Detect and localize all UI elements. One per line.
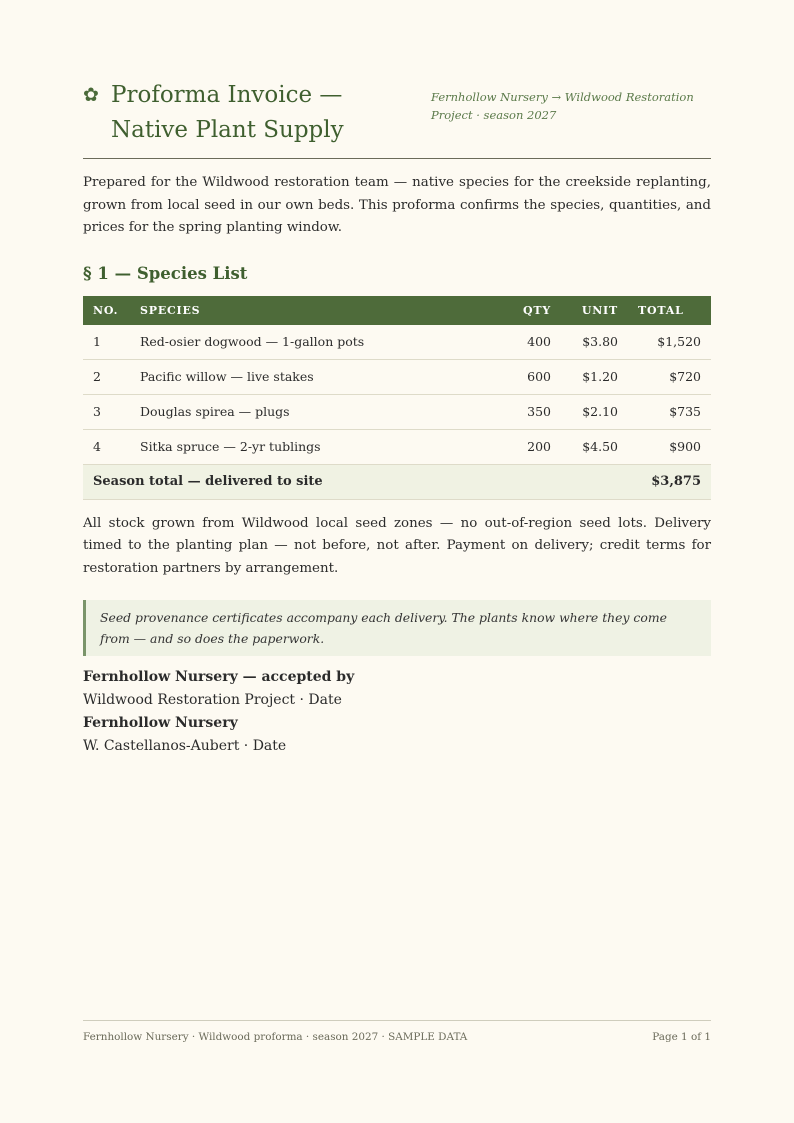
page-number: Page 1 of 1 — [652, 1031, 711, 1043]
row-unit: $1.20 — [561, 359, 628, 394]
row-total: $720 — [628, 359, 711, 394]
column-header-qty: QTY — [522, 303, 551, 317]
row-no: 3 — [83, 394, 130, 429]
intro-paragraph: Prepared for the Wildwood restoration team — native species for the creekside replanting, grown from local seed in our own beds. This proforma confirms the species, quantities, and prices for the spring planting window. — [83, 175, 711, 235]
season-total-value: $3,875 — [628, 464, 711, 499]
row-species: Red-osier dogwood — 1-gallon pots — [130, 325, 505, 360]
column-header-no: NO. — [93, 303, 119, 317]
row-no: 2 — [83, 359, 130, 394]
footer-left-text: Fernhollow Nursery · Wildwood proforma · season 2027 · SAMPLE DATA — [83, 1031, 468, 1043]
nursery-heading: Fernhollow Nursery — [83, 715, 238, 731]
row-total: $735 — [628, 394, 711, 429]
accepted-heading: Fernhollow Nursery — accepted by — [83, 669, 355, 685]
row-no: 1 — [83, 325, 130, 360]
title-block — [83, 78, 413, 148]
species-table — [83, 296, 711, 500]
column-header-species: SPECIES — [140, 303, 201, 317]
page-title: Proforma Invoice — Native Plant Supply — [111, 82, 344, 143]
table-row — [83, 429, 711, 464]
row-qty: 350 — [505, 394, 561, 429]
invoice-page — [83, 78, 711, 758]
row-qty: 600 — [505, 359, 561, 394]
row-unit: $4.50 — [561, 429, 628, 464]
row-species: Pacific willow — live stakes — [130, 359, 505, 394]
row-qty: 400 — [505, 325, 561, 360]
row-unit: $3.80 — [561, 325, 628, 360]
page-footer — [83, 1020, 711, 1043]
table-header-row — [83, 296, 711, 325]
provenance-note: Seed provenance certificates accompany each delivery. The plants know where they come from — and so does the paperwork. — [83, 600, 711, 656]
row-unit: $2.10 — [561, 394, 628, 429]
table-row — [83, 359, 711, 394]
row-qty: 200 — [505, 429, 561, 464]
table-row — [83, 325, 711, 360]
row-species: Sitka spruce — 2-yr tublings — [130, 429, 505, 464]
row-no: 4 — [83, 429, 130, 464]
row-total: $1,520 — [628, 325, 711, 360]
season-total-row — [83, 464, 711, 499]
table-row — [83, 394, 711, 429]
nursery-signature-line: W. Castellanos-Aubert · Date — [83, 738, 287, 754]
column-header-unit: UNIT — [581, 303, 618, 317]
row-species: Douglas spirea — plugs — [130, 394, 505, 429]
terms-paragraph: All stock grown from Wildwood local seed zones — no out-of-region seed lots. Delivery timed to the planting plan — not before, not after. Payment on delivery; credit terms for restoration partners by arrangement. — [83, 515, 711, 576]
accepted-signature-line: Wildwood Restoration Project · Date — [83, 692, 342, 708]
flower-icon: ✿ — [83, 84, 99, 106]
document-subtitle: Fernhollow Nursery → Wildwood Restoration Project · season 2027 — [431, 90, 694, 122]
document-header — [83, 78, 711, 159]
column-header-total: TOTAL — [638, 303, 684, 317]
season-total-label: Season total — delivered to site — [83, 464, 628, 499]
section-title: § 1 — Species List — [83, 263, 248, 283]
row-total: $900 — [628, 429, 711, 464]
signature-block — [83, 666, 711, 758]
